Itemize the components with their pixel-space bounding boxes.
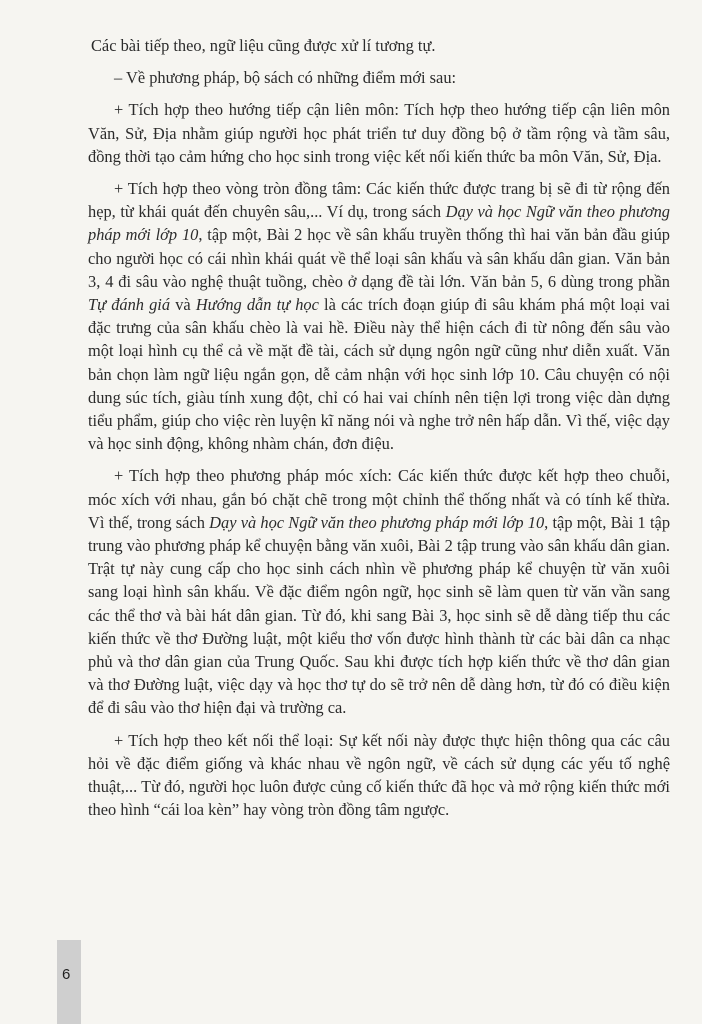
page-number: 6 [62, 966, 71, 983]
section-name-self-assessment: Tự đánh giá [88, 295, 171, 315]
paragraph-4-text-3: và [170, 295, 196, 315]
paragraph-4-text-4: là các trích đoạn giúp đi sâu khám phá một loại vai đặc trưng của sân khấu chèo là vai hề. Điều này thể hiện cách đi từ nông đến sâu vào một loại hình cụ thể cả về mặt đề tài, cách sử dụng ngôn ngữ cũng như diễn xuất. Văn bản chọn làm ngữ liệu ngắn gọn, dễ cảm nhận với học sinh lớp 10. Câu chuyện có nội dung súc tích, giàu tính xung đột, chỉ có hai vai chính nên tiện lợi trong việc dàn dựng tiểu phẩm, giúp cho việc rèn luyện kĩ năng nói và nghe trở nên hấp dẫn. Vì thế, việc dạy và học sinh động, không nhàm chán, đơn điệu. [88, 295, 670, 454]
paragraph-5-text-2: , tập một, Bài 1 tập trung vào phương pháp kể chuyện bằng văn xuôi, Bài 2 tập trung vào sân khấu dân gian. Trật tự này cung cấp cho học sinh cách nhìn về phương pháp kể chuyện từ văn xuôi sang loại hình sân khấu. Về đặc điểm ngôn ngữ, học sinh sẽ làm quen từ văn vần sang các thể thơ và bài hát dân gian. Từ đó, khi sang Bài 3, học sinh sẽ dễ dàng tiếp thu các kiến thức về thơ Đường luật, một kiểu thơ vốn được hình thành từ các bài dân ca nhạc phủ và thơ dân gian của Trung Quốc. Sau khi được tích hợp kiến thức về thơ dân gian và thơ Đường luật, việc dạy và học thơ tự do sẽ trở nên dễ dàng hơn, từ đó có điều kiện để đi sâu vào thơ hiện đại và trường ca. [88, 512, 671, 718]
paragraph-4-text-2: , tập một, Bài 2 học về sân khấu truyền thống thì hai văn bản đầu giúp cho người học có cái nhìn khái quát về thể loại sân khấu và sân khấu dân gian. Văn bản 3, 4 đi sâu vào nghệ thuật tuồng, chèo ở dạng đề tài lớn. Văn bản 5, 6 dùng trong phần [88, 225, 670, 291]
paragraph-5 [88, 464, 670, 719]
paragraph-4 [88, 177, 670, 455]
paragraph-5-text-1: + Tích hợp theo phương pháp móc xích: Các kiến thức được kết hợp theo chuỗi, móc xích với nhau, gắn bó chặt chẽ trong một chỉnh thể thống nhất và có tính kế thừa. Vì thế, trong sách [88, 466, 670, 532]
paragraph-6: + Tích hợp theo kết nối thể loại: Sự kết nối này được thực hiện thông qua các câu hỏi về đặc điểm giống và khác nhau về ngôn ngữ, về cách sử dụng các yếu tố nghệ thuật,... Từ đó, người học luôn được củng cố kiến thức đã học và mở rộng kiến thức mới theo hình “cái loa kèn” hay vòng tròn đồng tâm ngược. [88, 730, 670, 820]
paragraph-2: – Về phương pháp, bộ sách có những điểm mới sau: [114, 68, 457, 88]
paragraph-1: Các bài tiếp theo, ngữ liệu cũng được xử lí tương tự. [91, 36, 436, 55]
book-title: Dạy và học Ngữ văn theo phương pháp mới lớp 10 [88, 202, 670, 245]
paragraph-3: + Tích hợp theo hướng tiếp cận liên môn: Tích hợp theo hướng tiếp cận liên môn Văn, Sử, Địa nhằm giúp người học phát triển tư duy đồng bộ ở tầm rộng và tầm sâu, đồng thời tạo cảm hứng cho học sinh trong việc kết nối kiến thức ba môn Văn, Sử, Địa. [88, 100, 670, 166]
section-name-self-study-guide: Hướng dẫn tự học [195, 295, 319, 315]
paragraph-4-text-1: + Tích hợp theo vòng tròn đồng tâm: Các kiến thức được trang bị sẽ đi từ rộng đến hẹp, từ khái quát đến chuyên sâu,... Ví dụ, trong sách [88, 179, 670, 222]
page-body [88, 34, 670, 831]
book-title: Dạy và học Ngữ văn theo phương pháp mới lớp 10 [209, 512, 545, 532]
